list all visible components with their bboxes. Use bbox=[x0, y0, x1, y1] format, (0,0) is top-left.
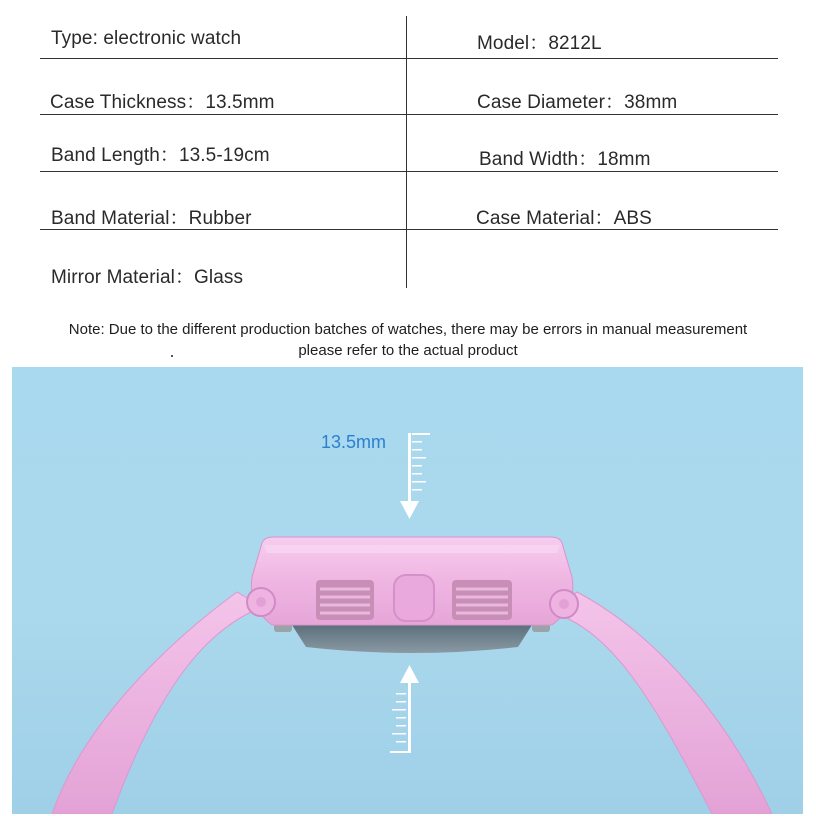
top-measure-arrow bbox=[400, 433, 430, 519]
bottom-measure-arrow bbox=[390, 665, 419, 753]
spec-band-length: Band Length：13.5-19cm bbox=[51, 145, 270, 166]
spec-mirror-material: Mirror Material：Glass bbox=[51, 267, 244, 288]
left-strap bbox=[52, 592, 262, 814]
thickness-dimension-label: 13.5mm bbox=[321, 432, 387, 452]
note-line-2: please refer to the actual product bbox=[298, 342, 518, 359]
left-side-button bbox=[316, 580, 374, 620]
bezel-rim bbox=[264, 545, 560, 553]
center-crown bbox=[394, 575, 434, 621]
spec-band-material: Band Material：Rubber bbox=[51, 208, 252, 229]
column-divider bbox=[406, 16, 407, 288]
spec-band-width: Band Width：18mm bbox=[479, 149, 651, 170]
row-divider bbox=[40, 58, 778, 59]
spec-table bbox=[0, 0, 816, 300]
spec-case-material: Case Material：ABS bbox=[476, 208, 652, 229]
right-strap bbox=[552, 592, 772, 814]
spec-type: Type: electronic watch bbox=[51, 28, 242, 49]
watch-side-photo bbox=[12, 367, 803, 814]
spec-case-diameter: Case Diameter：38mm bbox=[477, 92, 678, 113]
note-line-1: Note: Due to the different production batches of watches, there may be errors in manual measurement bbox=[68, 321, 748, 338]
right-side-button bbox=[452, 580, 512, 620]
spec-case-thickness: Case Thickness：13.5mm bbox=[50, 92, 275, 113]
row-divider bbox=[40, 114, 778, 115]
caseback bbox=[292, 625, 532, 653]
row-divider bbox=[40, 171, 778, 172]
spec-model: Model：8212L bbox=[477, 33, 602, 54]
watch-illustration bbox=[12, 367, 803, 814]
